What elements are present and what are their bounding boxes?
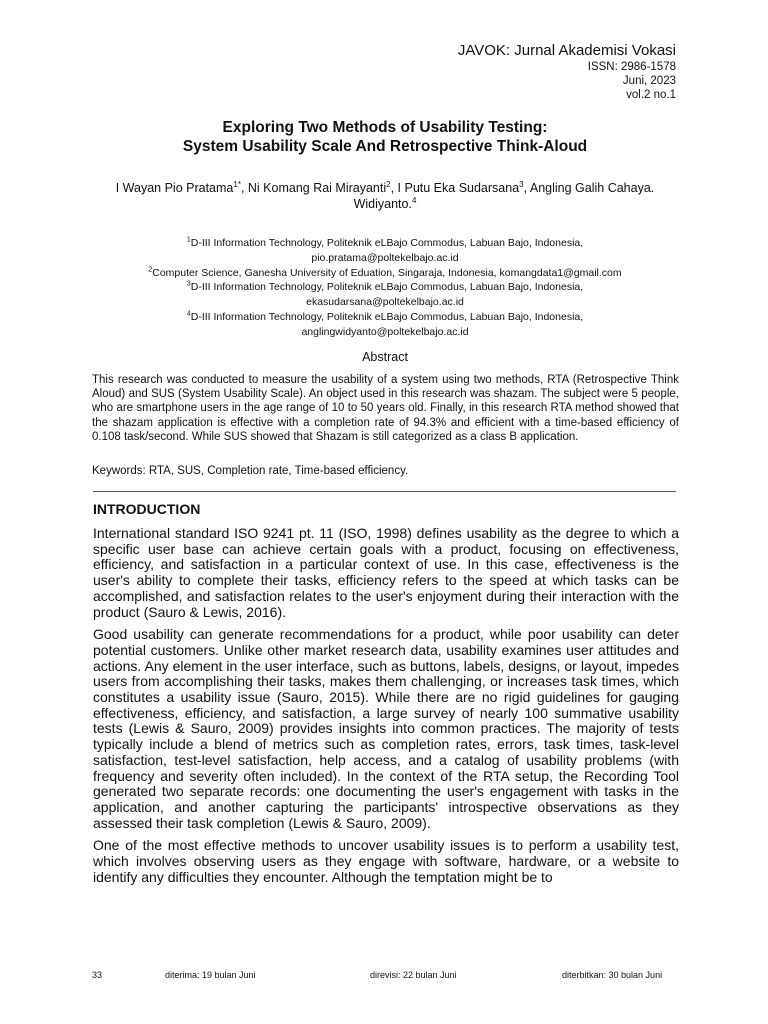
affiliation-1-email: pio.pratama@poltekelbajo.ac.id <box>311 251 459 264</box>
introduction-heading: INTRODUCTION <box>93 501 201 517</box>
journal-date: Juni, 2023 <box>622 75 676 87</box>
author-separator: , <box>240 181 248 195</box>
affiliation-sup: 4 <box>186 310 191 318</box>
affiliation-2 <box>90 266 680 281</box>
author-sup: 3 <box>519 179 524 189</box>
received-date: diterima: 19 bulan Juni <box>165 970 256 980</box>
author-separator: , <box>523 181 530 195</box>
affiliation-1 <box>90 236 680 251</box>
author-name: Ni Komang Rai Mirayanti <box>247 181 387 195</box>
author-separator: , <box>390 181 398 195</box>
affiliation-sup: 1 <box>186 236 191 244</box>
affiliation-text: D-III Information Technology, Politeknik eLBajo Commodus, Labuan Bajo, Indonesia, <box>190 237 584 249</box>
affiliation-text: Computer Science, Ganesha University of Eduation, Singaraja, Indonesia, komangdata1@gmail.com <box>152 266 622 279</box>
affiliation-4-email: anglingwidyanto@poltekelbajo.ac.id <box>301 325 469 338</box>
introduction-body <box>93 526 679 892</box>
affiliation-text: D-III Information Technology, Politeknik eLBajo Commodus, Labuan Bajo, Indonesia, <box>190 281 584 294</box>
affiliation-4 <box>90 310 680 325</box>
introduction-paragraph-1: International standard ISO 9241 pt. 11 (ISO, 1998) defines usability as the degree to which a specific user base can achieve certain goals with a product, focusing on effectiveness, efficiency, and satisfaction in a particular context of use. In this case, effectiveness is the user's ability to complete their tasks, efficiency refers to the speed at which tasks can be accomplished, and satisfaction relates to the user's enjoyment during their interaction with the product (Sauro & Lewis, 2016). <box>93 525 679 620</box>
author-sup: 2 <box>386 179 391 189</box>
author-sup: 4 <box>411 195 417 205</box>
section-divider <box>93 491 676 492</box>
journal-issn: ISSN: 2986-1578 <box>587 61 676 73</box>
affiliation-sup: 3 <box>186 280 191 288</box>
page-number: 33 <box>92 970 103 980</box>
journal-header <box>458 42 676 102</box>
paper-title <box>60 118 710 156</box>
keywords: Keywords: RTA, SUS, Completion rate, Time-based efficiency. <box>92 465 409 477</box>
author-sup: 1* <box>233 179 241 189</box>
revised-date: direvisi: 22 bulan Juni <box>370 970 457 980</box>
author-name: I Putu Eka Sudarsana <box>397 181 520 195</box>
abstract-heading: Abstract <box>362 350 408 364</box>
published-date: diterbitkan: 30 bulan Juni <box>562 970 663 980</box>
paper-title-line-1: Exploring Two Methods of Usability Testing: <box>222 119 548 136</box>
introduction-paragraph-2: Good usability can generate recommendations for a product, while poor usability can deter potential customers. Unlike other market research data, usability examines user attitudes and actions. Any element in the user interface, such as buttons, labels, designs, or layout, impedes users from accomplishing their tasks, makes them challenging, or increases task times, which constitutes a usability issue (Sauro, 2015). While there are no rigid guidelines for gauging effectiveness, efficiency, and satisfaction, a large survey of nearly 100 summative usability tests (Lewis & Sauro, 2009) provides insights into common practices. The majority of tests typically include a blend of metrics such as completion rates, errors, task times, task-level satisfaction, test-level satisfaction, help access, and a catalog of usability problems (with frequency and severity often included). In the context of the RTA setup, the Recording Tool generated two separate records: one documenting the user's engagement with tasks in the application, and another capturing the participants' introspective observations as they assessed their task completion (Lewis & Sauro, 2009). <box>93 626 679 831</box>
affiliation-sup: 2 <box>148 266 153 274</box>
paper-title-line-2: System Usability Scale And Retrospective Think-Aloud <box>182 138 588 155</box>
affiliation-text: D-III Information Technology, Politeknik eLBajo Commodus, Labuan Bajo, Indonesia, <box>190 310 584 323</box>
abstract-body: This research was conducted to measure the usability of a system using two methods, RTA (Retrospective Think Aloud) and SUS (System Usability Scale). An object used in this research was shazam. The subject were 5 people, who are smartphone users in the age range of 10 to 50 years old. Finally, in this research RTA method showed that the shazam application is effective with a completion rate of 94.3% and efficient with a time-based efficiency of 0.108 task/second. While SUS showed that Shazam is still categorized as a class B application. <box>92 374 679 443</box>
affiliation-3-email: ekasudarsana@poltekelbajo.ac.id <box>306 296 464 309</box>
author-name: I Wayan Pio Pratama <box>115 181 234 195</box>
introduction-paragraph-3: One of the most effective methods to uncover usability issues is to perform a usability test, which involves observing users as they engage with software, hardware, or a website to identify any difficulties they encounter. Although the temptation might be to <box>93 837 679 885</box>
affiliation-list <box>90 236 680 340</box>
page-footer <box>0 970 768 984</box>
journal-name: JAVOK: Jurnal Akademisi Vokasi <box>457 42 676 59</box>
affiliation-3 <box>90 280 680 295</box>
author-name: Angling Galih Cahaya. Widiyanto. <box>353 181 655 211</box>
author-list <box>96 180 674 212</box>
journal-volume: vol.2 no.1 <box>626 89 676 101</box>
